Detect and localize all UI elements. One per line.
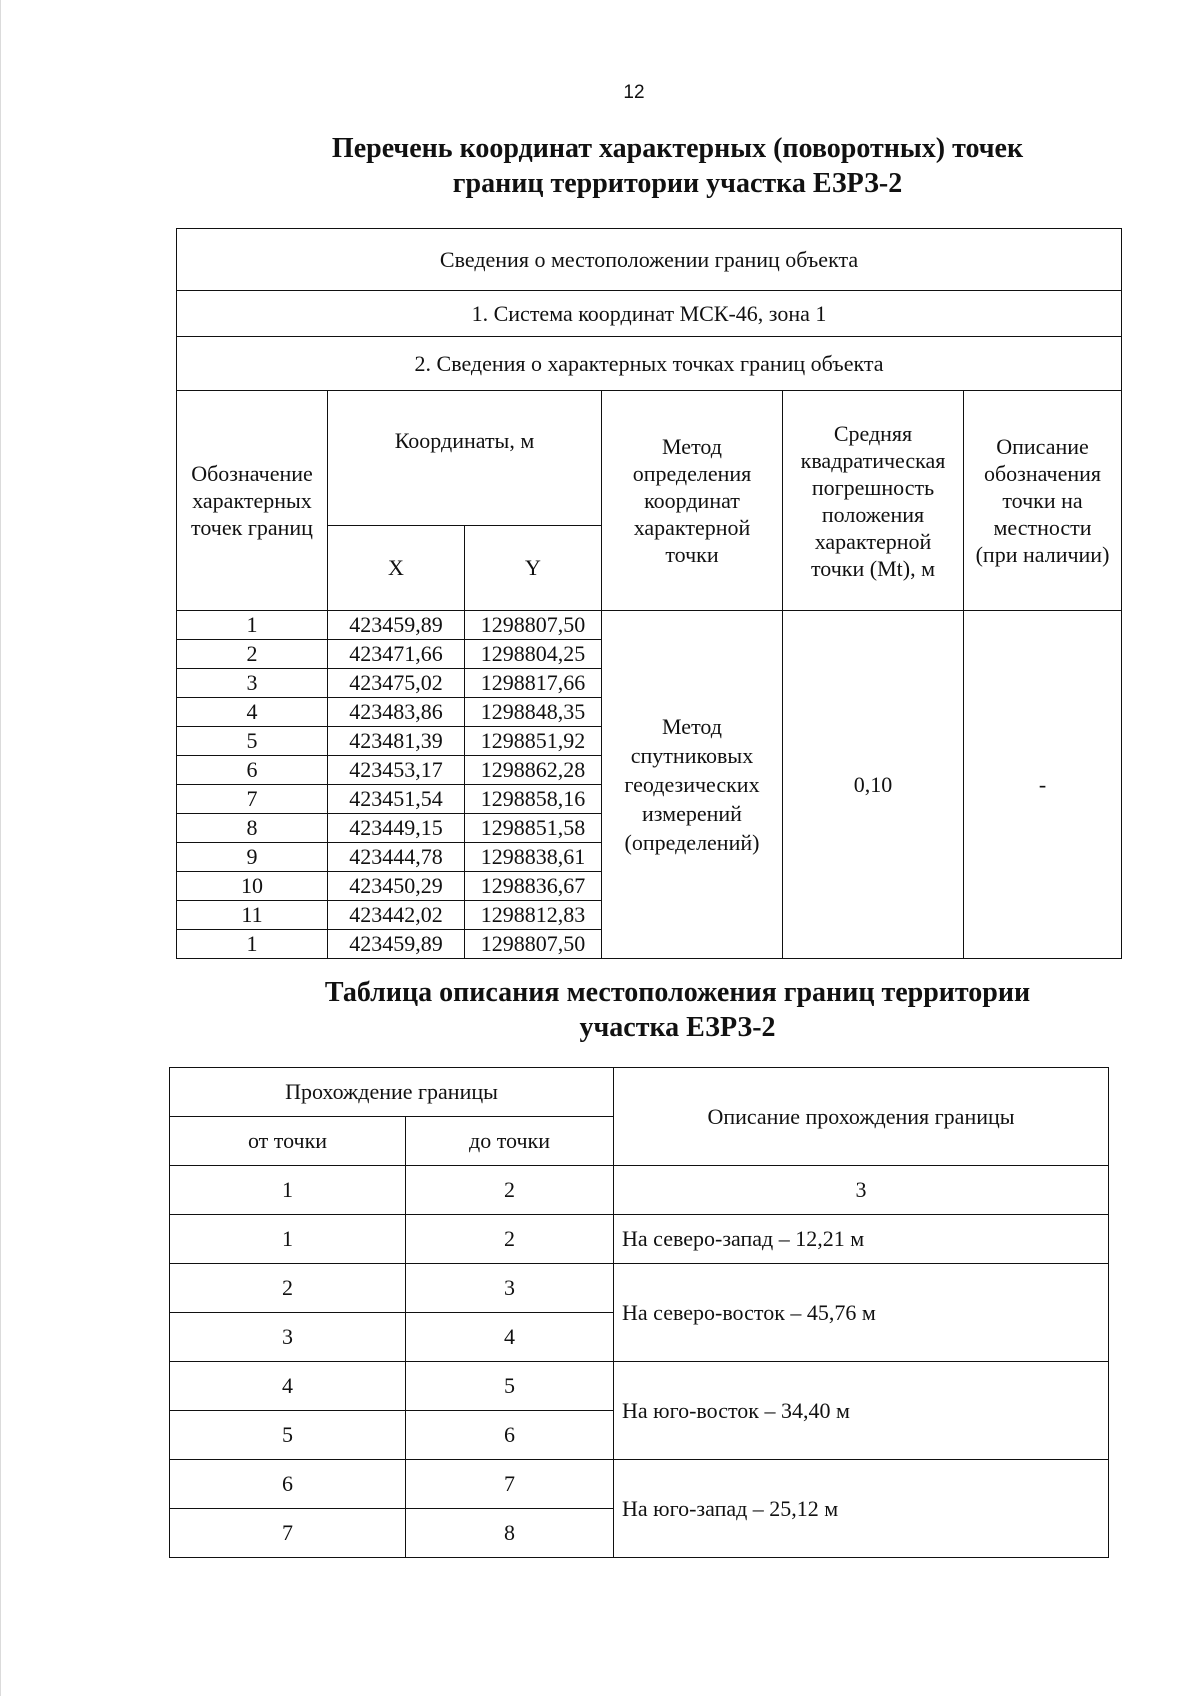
passage-description-header: Описание прохождения границы — [614, 1068, 1109, 1166]
y-cell: 1298836,67 — [465, 872, 602, 901]
x-cell: 423453,17 — [328, 756, 465, 785]
y-cell: 1298848,35 — [465, 698, 602, 727]
table-row — [170, 1264, 1109, 1313]
table-title-cell: Сведения о местоположении границ объекта — [177, 229, 1122, 291]
direction-cell: На северо-восток – 45,76 м — [614, 1264, 1109, 1362]
table-row — [177, 611, 1122, 640]
x-cell: 423471,66 — [328, 640, 465, 669]
section-title — [250, 975, 1105, 1045]
numbering-row — [170, 1166, 1109, 1215]
designation-header: Обозначение характерных точек границ — [177, 391, 328, 611]
point-cell: 2 — [177, 640, 328, 669]
y-header: Y — [465, 526, 602, 611]
y-cell: 1298804,25 — [465, 640, 602, 669]
direction-cell: На юго-восток – 34,40 м — [614, 1362, 1109, 1460]
table-row — [170, 1460, 1109, 1509]
point-cell: 8 — [177, 814, 328, 843]
x-cell: 423481,39 — [328, 727, 465, 756]
point-cell: 4 — [177, 698, 328, 727]
point-cell: 3 — [177, 669, 328, 698]
point-cell: 9 — [177, 843, 328, 872]
page-title — [250, 131, 1105, 201]
x-cell: 423459,89 — [328, 930, 465, 959]
section-title-line-1: Таблица описания местоположения границ территории — [324, 977, 1031, 1008]
description-header: Описание обозначения точки на местности (при наличии) — [964, 391, 1122, 611]
from-point-cell: 6 — [170, 1460, 406, 1509]
from-point-cell: 5 — [170, 1411, 406, 1460]
passage-header: Прохождение границы — [170, 1068, 614, 1117]
from-point-cell: 1 — [170, 1215, 406, 1264]
x-cell: 423442,02 — [328, 901, 465, 930]
table-row — [170, 1215, 1109, 1264]
y-cell: 1298851,58 — [465, 814, 602, 843]
to-point-cell: 3 — [406, 1264, 614, 1313]
table-row — [170, 1362, 1109, 1411]
numbering-cell: 3 — [614, 1166, 1109, 1215]
description-value-cell: - — [964, 611, 1122, 959]
from-point-cell: 3 — [170, 1313, 406, 1362]
page-title-line-1: Перечень координат характерных (поворотных) точек — [331, 133, 1024, 164]
x-cell: 423444,78 — [328, 843, 465, 872]
to-point-header: до точки — [406, 1117, 614, 1166]
to-point-cell: 8 — [406, 1509, 614, 1558]
error-header: Средняя квадратическая погрешность положения характерной точки (Mt), м — [783, 391, 964, 611]
point-cell: 11 — [177, 901, 328, 930]
coordinates-header: Координаты, м — [328, 391, 602, 526]
y-cell: 1298862,28 — [465, 756, 602, 785]
from-point-cell: 4 — [170, 1362, 406, 1411]
direction-cell: На северо-запад – 12,21 м — [614, 1215, 1109, 1264]
point-cell: 1 — [177, 611, 328, 640]
x-header: X — [328, 526, 465, 611]
point-cell: 7 — [177, 785, 328, 814]
from-point-header: от точки — [170, 1117, 406, 1166]
section-title-line-2: участка ЕЗРЗ-2 — [579, 1012, 776, 1043]
point-cell: 10 — [177, 872, 328, 901]
x-cell: 423483,86 — [328, 698, 465, 727]
left-margin-line — [0, 0, 1, 1696]
to-point-cell: 2 — [406, 1215, 614, 1264]
to-point-cell: 4 — [406, 1313, 614, 1362]
x-cell: 423449,15 — [328, 814, 465, 843]
page-title-line-2: границ территории участка ЕЗРЗ-2 — [452, 168, 903, 199]
coordinate-system-cell: 1. Система координат МСК-46, зона 1 — [177, 291, 1122, 337]
coordinates-table — [176, 228, 1122, 959]
y-cell: 1298851,92 — [465, 727, 602, 756]
to-point-cell: 7 — [406, 1460, 614, 1509]
error-value-cell: 0,10 — [783, 611, 964, 959]
method-header: Метод определения координат характерной точки — [602, 391, 783, 611]
point-cell: 6 — [177, 756, 328, 785]
y-cell: 1298807,50 — [465, 930, 602, 959]
page-number: 12 — [623, 82, 645, 103]
x-cell: 423450,29 — [328, 872, 465, 901]
to-point-cell: 5 — [406, 1362, 614, 1411]
y-cell: 1298817,66 — [465, 669, 602, 698]
x-cell: 423459,89 — [328, 611, 465, 640]
to-point-cell: 6 — [406, 1411, 614, 1460]
method-value-cell: Метод спутниковых геодезических измерений (определений) — [602, 611, 783, 959]
from-point-cell: 7 — [170, 1509, 406, 1558]
numbering-cell: 1 — [170, 1166, 406, 1215]
y-cell: 1298838,61 — [465, 843, 602, 872]
x-cell: 423475,02 — [328, 669, 465, 698]
x-cell: 423451,54 — [328, 785, 465, 814]
from-point-cell: 2 — [170, 1264, 406, 1313]
direction-cell: На юго-запад – 25,12 м — [614, 1460, 1109, 1558]
boundary-description-table — [169, 1067, 1109, 1558]
y-cell: 1298812,83 — [465, 901, 602, 930]
numbering-cell: 2 — [406, 1166, 614, 1215]
point-cell: 5 — [177, 727, 328, 756]
points-section-cell: 2. Сведения о характерных точках границ объекта — [177, 337, 1122, 391]
point-cell: 1 — [177, 930, 328, 959]
y-cell: 1298807,50 — [465, 611, 602, 640]
y-cell: 1298858,16 — [465, 785, 602, 814]
